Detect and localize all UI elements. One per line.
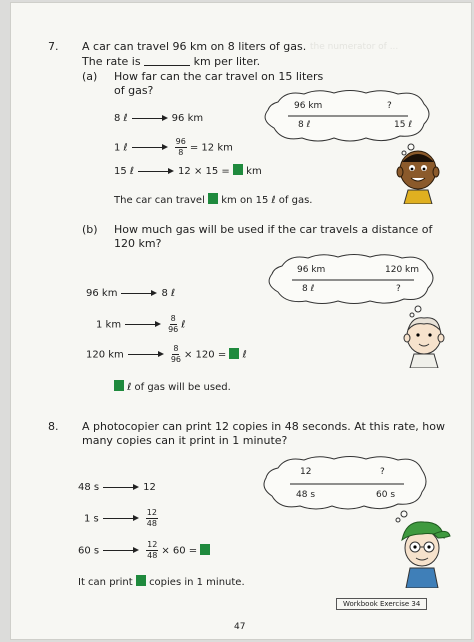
answer-box: [229, 348, 239, 359]
q7b-question-line2: 120 km?: [114, 237, 162, 250]
rate-blank: [144, 65, 190, 66]
arrow-icon: [138, 167, 174, 175]
q7a-row1-right: 96 km: [171, 113, 204, 124]
q7b-row1: 96 km 8 ℓ: [86, 288, 176, 299]
thought-cloud: [262, 252, 438, 306]
q7-stem: A car can travel 96 km on 8 liters of gas.: [82, 40, 307, 53]
arrow-icon: [132, 114, 168, 122]
fraction: $\frac{12}{48}$: [147, 540, 158, 560]
answer-box: [233, 164, 243, 175]
q7b-row2: 1 km $\frac{8}{96}$ ℓ: [96, 314, 186, 334]
cloud-bottom-left: 48 s: [296, 490, 316, 500]
cloud-bottom-right: ?: [396, 284, 401, 294]
arrow-icon: [121, 289, 157, 297]
q7a-row2-result: = 12 km: [189, 142, 233, 154]
arrow-icon: [132, 144, 168, 152]
q8-stem-line2: many copies can it print in 1 minute?: [82, 434, 288, 447]
fraction: $\frac{8}{96}$: [168, 314, 179, 334]
cloud-bottom-right: 15 ℓ: [394, 120, 413, 130]
arrow-icon: [128, 351, 164, 359]
answer-box: [136, 575, 146, 586]
workbook-exercise-badge: Workbook Exercise 34: [336, 598, 427, 610]
cloud-top-right: ?: [380, 467, 385, 477]
q8-row3: 60 s $\frac{12}{48}$ × 60 =: [78, 540, 210, 561]
q7-rate-line: [82, 55, 260, 68]
q7a-answer: The car can travel km on 15 ℓ of gas.: [114, 195, 313, 206]
fraction: $\frac{12}{48}$: [146, 508, 157, 528]
page-number: 47: [234, 622, 246, 632]
answer-box: [200, 544, 210, 555]
cloud-bottom-left: 8 ℓ: [302, 284, 315, 294]
q7b-question-line1: How much gas will be used if the car travels a distance of: [114, 223, 433, 236]
q7a-row2: [114, 137, 233, 158]
q7a-label: (a): [82, 70, 98, 83]
textbook-page: [10, 2, 472, 640]
q7-number: 7.: [48, 40, 59, 53]
cloud-top-left: 96 km: [297, 265, 326, 275]
answer-box: [114, 380, 124, 391]
cloud-top-left: 96 km: [294, 101, 323, 111]
q8-answer: It can print copies in 1 minute.: [78, 577, 245, 588]
q7a-row3-left: 15 ℓ: [114, 166, 135, 177]
q7a-row2-left: 1 ℓ: [114, 142, 128, 154]
q8-row2: 1 s $\frac{12}{48}$: [84, 508, 157, 528]
fraction: $\frac{96}{8}$: [175, 137, 186, 157]
cloud-top-right: ?: [387, 101, 392, 111]
thought-cloud: [258, 454, 430, 512]
cloud-top-right: 120 km: [385, 265, 420, 275]
boy-illustration-icon: [402, 314, 448, 368]
boy-illustration-icon: [394, 148, 444, 204]
fraction: $\frac{8}{96}$: [170, 344, 181, 364]
q7a-row3: 15 ℓ 12 × 15 = km: [114, 166, 262, 177]
bleed-through: the numerator of ...: [310, 42, 399, 52]
q7b-row3: 120 km $\frac{8}{96}$ × 120 = ℓ: [86, 344, 247, 364]
q8-row1: 48 s 12: [78, 482, 156, 493]
thought-cloud: [258, 88, 434, 144]
q8-stem-line1: A photocopier can print 12 copies in 48 seconds. At this rate, how: [82, 420, 445, 433]
q7-rate-prefix: The rate is: [82, 55, 141, 68]
boy-with-cap-illustration-icon: [394, 514, 452, 588]
arrow-icon: [125, 321, 161, 329]
answer-box: [208, 193, 218, 204]
cloud-top-left: 12: [300, 467, 312, 477]
arrow-icon: [103, 547, 139, 555]
arrow-icon: [103, 483, 139, 491]
q7a-row3-expr: 12 × 15 =: [178, 166, 230, 177]
q7b-answer: ℓ of gas will be used.: [114, 380, 231, 393]
q7a-question-line1: How far can the car travel on 15 liters: [114, 70, 324, 83]
cloud-bottom-left: 8 ℓ: [298, 120, 311, 130]
q7-rate-suffix: km per liter.: [193, 55, 261, 68]
q8-number: 8.: [48, 420, 59, 433]
q7b-label: (b): [82, 223, 98, 236]
q7a-question-line2: of gas?: [114, 84, 154, 97]
arrow-icon: [103, 515, 139, 523]
cloud-bottom-right: 60 s: [376, 490, 396, 500]
q7a-row1: [114, 113, 203, 124]
q7a-row1-left: 8 ℓ: [114, 113, 128, 124]
